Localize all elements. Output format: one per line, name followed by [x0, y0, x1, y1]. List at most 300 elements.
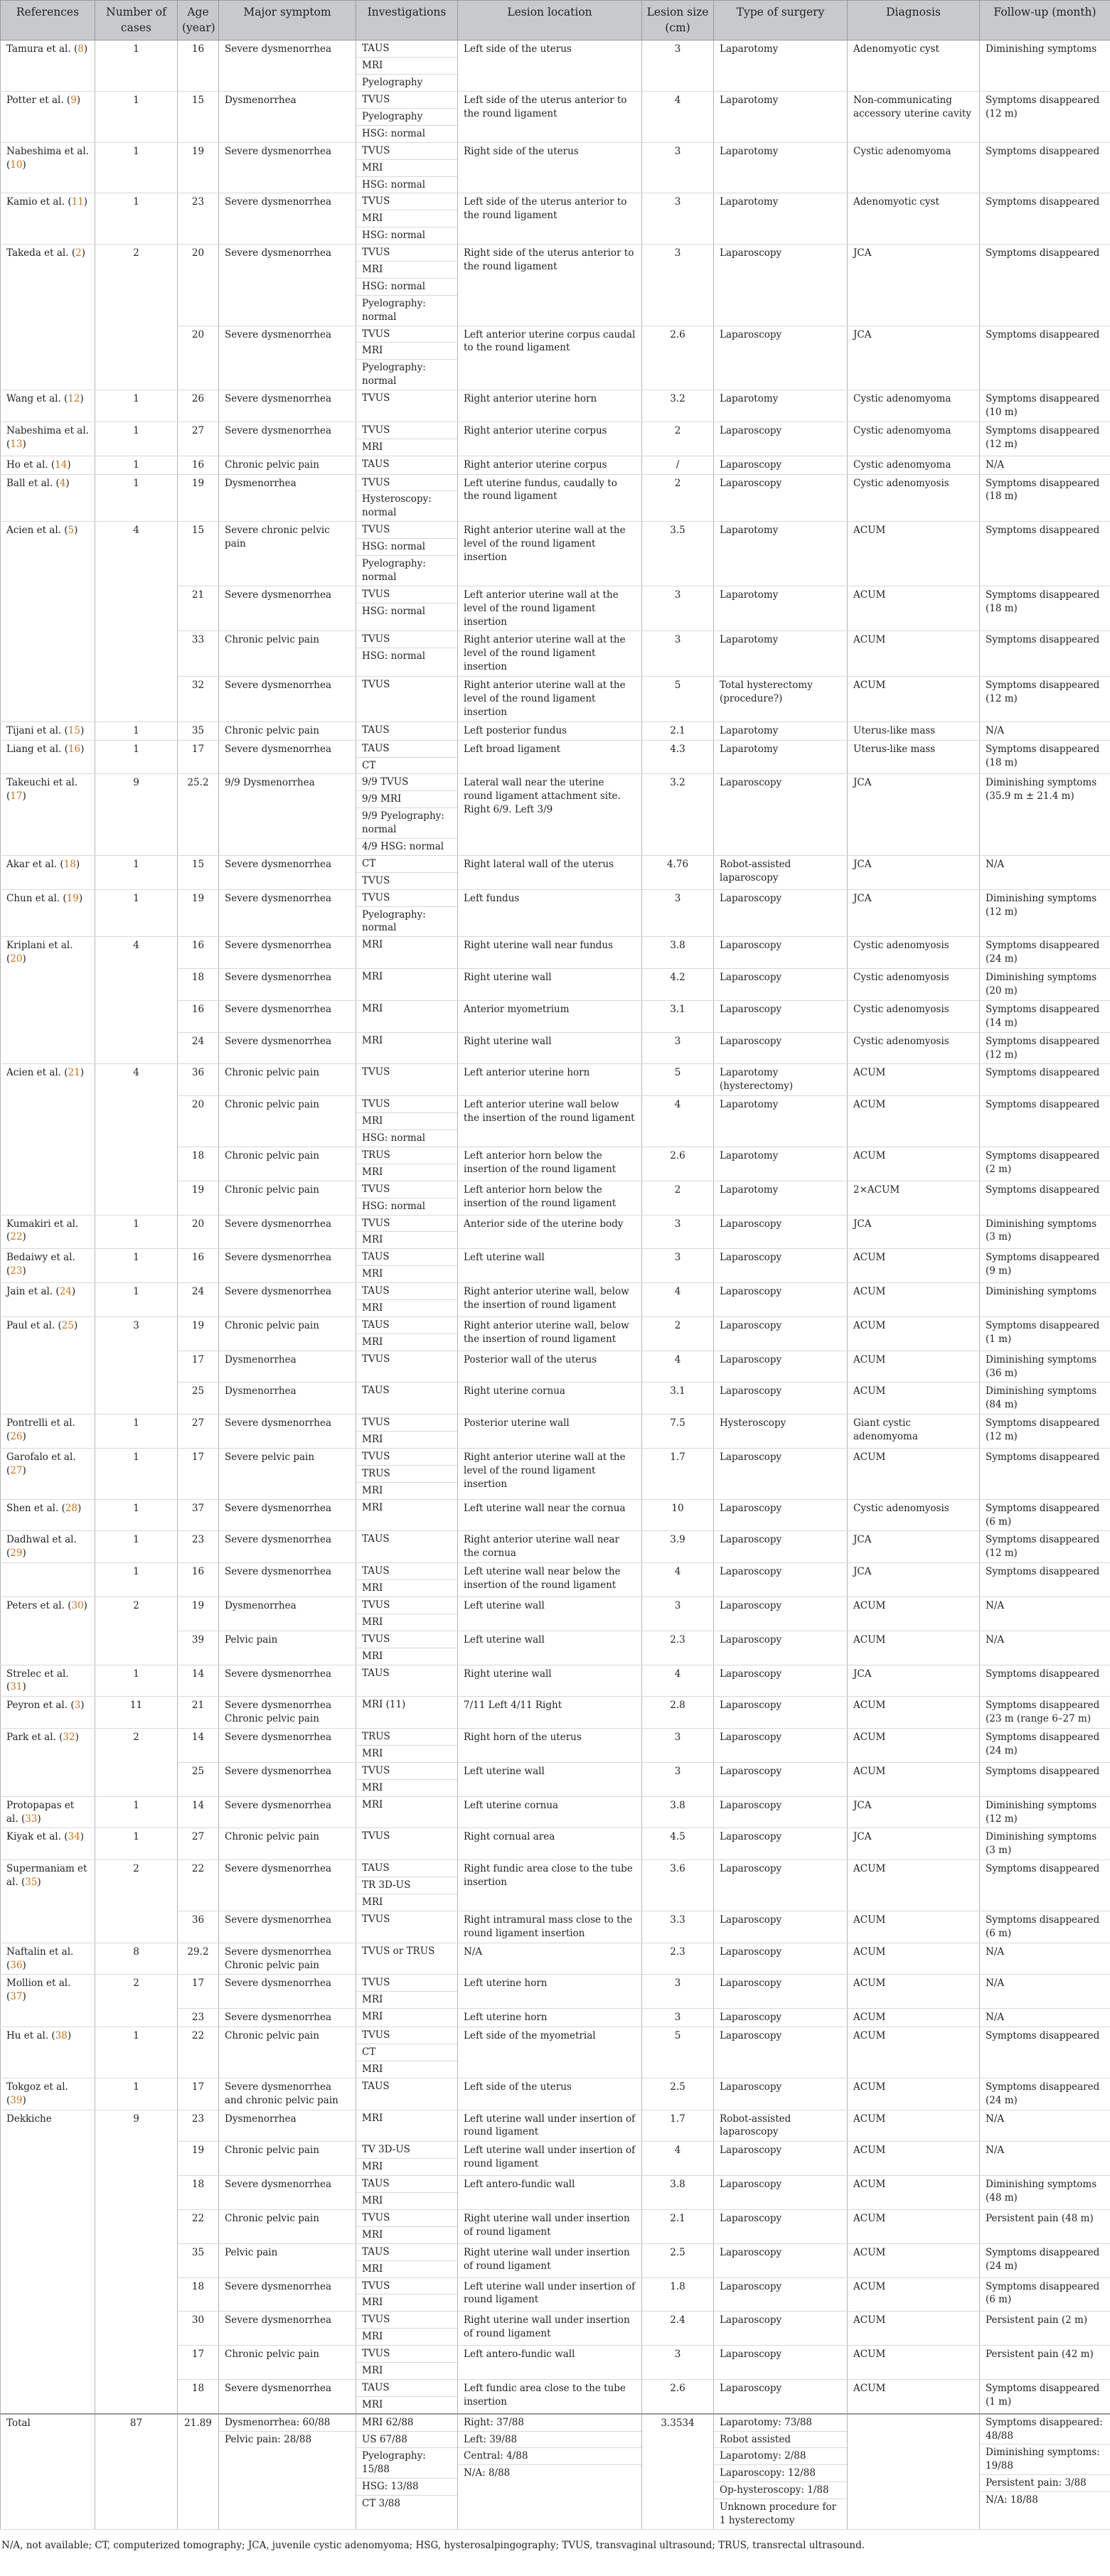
table-row — [1, 92, 1110, 143]
reference-cell: Supermaniam et al. (35) — [1, 1860, 95, 1943]
reference-cell: Shen et al. (28) — [1, 1499, 95, 1531]
lesion-size-cell: 3.9 — [642, 1531, 714, 1563]
diagnosis-cell: ACUM — [848, 2027, 980, 2078]
total-surgery-cell-item: Laparotomy: 2/88 — [714, 2448, 847, 2465]
investigation-item: TAUS — [362, 1667, 390, 1679]
lesion-size-cell: 3 — [642, 586, 714, 631]
reference-cell: Protopapas et al. (33) — [1, 1796, 95, 1828]
major-symptom-cell: Dysmenorrhea — [219, 92, 356, 143]
investigation-item: MRI — [362, 1781, 383, 1793]
follow-up-cell: Symptoms disappeared — [980, 1064, 1110, 1096]
age-cell: 18 — [178, 2176, 219, 2210]
number-of-cases-cell: 9 — [95, 2110, 178, 2414]
lesion-size-cell: 3 — [642, 1729, 714, 1763]
total-location-cell-item: Central: 4/88 — [458, 2448, 641, 2465]
investigation-item: TVUS — [362, 874, 390, 886]
major-symptom-cell: Severe dysmenorrhea — [219, 889, 356, 937]
major-symptom-cell: Chronic pelvic pain — [219, 1147, 356, 1181]
investigation-item: MRI — [356, 210, 457, 227]
diagnosis-cell: ACUM — [848, 1351, 980, 1383]
investigations-cell — [356, 1283, 458, 1317]
diagnosis-cell: Cystic adenomyosis — [848, 1032, 980, 1064]
reference-number: 16 — [68, 743, 81, 755]
age-cell: 35 — [178, 721, 219, 740]
type-of-surgery-cell: Laparoscopy — [714, 1943, 848, 1975]
type-of-surgery-cell: Laparoscopy — [714, 774, 848, 855]
type-of-surgery-cell: Laparoscopy — [714, 1563, 848, 1597]
total-investigations-cell-item: US 67/88 — [356, 2432, 457, 2449]
reference-number: 31 — [10, 1681, 23, 1693]
number-of-cases-cell: 1 — [95, 1563, 178, 1597]
investigations-cell — [356, 1032, 458, 1064]
lesion-size-cell: 3.1 — [642, 1383, 714, 1415]
lesion-location-cell: Left uterine horn — [458, 2009, 642, 2027]
major-symptom-cell: Severe dysmenorrhea — [219, 1283, 356, 1317]
number-of-cases-cell: 11 — [95, 1697, 178, 1729]
diagnosis-cell: ACUM — [848, 1383, 980, 1415]
number-of-cases-cell: 8 — [95, 1943, 178, 1975]
major-symptom-cell: Severe dysmenorrhea — [219, 1729, 356, 1763]
header-diagnosis: Diagnosis — [848, 1, 980, 41]
reference-number: 15 — [68, 724, 80, 736]
reference-name: Acien et al. — [6, 1067, 61, 1079]
follow-up-cell: Diminishing symptoms (20 m) — [980, 969, 1110, 1001]
investigation-item: TVUS — [356, 1597, 457, 1614]
type-of-surgery-cell: Laparoscopy — [714, 1000, 848, 1032]
investigations-cell — [356, 1596, 458, 1631]
age-cell: 16 — [178, 937, 219, 969]
investigation-item: TVUS — [356, 2346, 457, 2363]
age-cell: 14 — [178, 1665, 219, 1697]
investigation-item: TAUS — [362, 724, 390, 736]
investigation-item: MRI — [362, 1650, 383, 1662]
reference-name: Bedaiwy et al. — [6, 1252, 75, 1264]
major-symptom-cell: Severe dysmenorrhea — [219, 142, 356, 193]
reference-cell: Bedaiwy et al. (23) — [1, 1249, 95, 1283]
type-of-surgery-cell: Laparotomy — [714, 142, 848, 193]
total-follow-up-cell — [980, 2414, 1110, 2530]
age-cell: 16 — [178, 41, 219, 92]
reference-name: Mollion et al. — [6, 1977, 71, 1990]
major-symptom-cell: Chronic pelvic pain — [219, 2209, 356, 2243]
reference-number: 24 — [59, 1286, 72, 1298]
reference-name: Akar et al. — [6, 858, 58, 870]
number-of-cases-cell: 4 — [95, 522, 178, 722]
investigation-item: MRI — [356, 58, 457, 75]
major-symptom-cell: Severe dysmenorrhea Chronic pelvic pain — [219, 1943, 356, 1975]
follow-up-cell: Symptoms disappeared (1 m) — [980, 2379, 1110, 2413]
reference-name: Chun et al. — [6, 892, 60, 904]
total-size-cell: 3.3534 — [642, 2414, 714, 2530]
total-follow-up-cell-item: N/A: 18/88 — [986, 2494, 1038, 2506]
number-of-cases-cell: 1 — [95, 1249, 178, 1283]
lesion-location-cell: Left uterine wall — [458, 1249, 642, 1283]
investigation-item: TVUS — [356, 2312, 457, 2329]
diagnosis-cell: ACUM — [848, 1943, 980, 1975]
header-follow-up: Follow-up (month) — [980, 1, 1110, 41]
investigation-item: MRI — [362, 1336, 383, 1348]
lesion-location-cell: Right anterior uterine horn — [458, 390, 642, 422]
diagnosis-cell: ACUM — [848, 1860, 980, 1911]
investigation-item: MRI — [362, 2331, 383, 2343]
follow-up-cell: Diminishing symptoms (36 m) — [980, 1351, 1110, 1383]
age-cell: 33 — [178, 631, 219, 677]
reference-name: Kiyak et al. — [6, 1831, 61, 1843]
total-symptom-cell — [219, 2414, 356, 2530]
reference-cell: Peters et al. (30) — [1, 1596, 95, 1665]
reference-cell: Tamura et al. (8) — [1, 41, 95, 92]
reference-cell: Dadhwal et al. (29) — [1, 1531, 95, 1563]
lesion-location-cell: Left side of the myometrial — [458, 2027, 642, 2078]
lesion-size-cell: 2 — [642, 422, 714, 456]
type-of-surgery-cell: Laparoscopy — [714, 2078, 848, 2110]
reference-number: 9 — [70, 95, 77, 107]
investigations-cell — [356, 1665, 458, 1697]
investigations-cell — [356, 631, 458, 677]
reference-number: 38 — [55, 2030, 68, 2042]
type-of-surgery-cell: Laparoscopy — [714, 1499, 848, 1531]
major-symptom-cell: Chronic pelvic pain — [219, 631, 356, 677]
table-row — [1, 1796, 1110, 1828]
type-of-surgery-cell: Robot-assisted laparoscopy — [714, 2110, 848, 2142]
diagnosis-cell: JCA — [848, 889, 980, 937]
reference-number: 11 — [71, 196, 84, 208]
follow-up-cell: Symptoms disappeared (6 m) — [980, 2277, 1110, 2312]
follow-up-cell: Symptoms disappeared — [980, 2027, 1110, 2078]
number-of-cases-cell: 1 — [95, 390, 178, 422]
investigation-item: TVUS — [362, 392, 390, 404]
investigation-item: MRI (11) — [362, 1699, 406, 1711]
reference-cell: Acien et al. (21) — [1, 1064, 95, 1215]
type-of-surgery-cell: Laparoscopy — [714, 1596, 848, 1631]
type-of-surgery-cell: Laparoscopy — [714, 1249, 848, 1283]
follow-up-cell: N/A — [980, 855, 1110, 889]
header-investigations: Investigations — [356, 1, 458, 41]
type-of-surgery-cell: Laparoscopy — [714, 326, 848, 390]
lesion-location-cell: Right uterine cornua — [458, 1383, 642, 1415]
lesion-location-cell: Right uterine wall under insertion of round ligament — [458, 2209, 642, 2243]
diagnosis-cell: JCA — [848, 1215, 980, 1249]
investigation-item: TAUS — [356, 2176, 457, 2193]
follow-up-cell: Symptoms disappeared (12 m) — [980, 677, 1110, 722]
lesion-location-cell: 7/11 Left 4/11 Right — [458, 1697, 642, 1729]
lesion-location-cell: Posterior uterine wall — [458, 1415, 642, 1449]
follow-up-cell: Persistent pain (2 m) — [980, 2312, 1110, 2346]
investigation-item: MRI — [362, 1166, 383, 1178]
diagnosis-cell: ACUM — [848, 2277, 980, 2312]
total-follow-up-cell-item: Symptoms disappeared: 48/88 — [980, 2415, 1110, 2445]
diagnosis-cell: ACUM — [848, 1283, 980, 1317]
lesion-size-cell: 3 — [642, 2346, 714, 2380]
follow-up-cell: N/A — [980, 1596, 1110, 1631]
reference-cell: Tokgoz et al. (39) — [1, 2078, 95, 2110]
diagnosis-cell: ACUM — [848, 1631, 980, 1665]
investigation-item: MRI — [362, 1234, 383, 1246]
investigation-item: TVUS — [356, 522, 457, 539]
diagnosis-cell: ACUM — [848, 2243, 980, 2277]
type-of-surgery-cell: Laparotomy — [714, 1096, 848, 1147]
reference-name: Kamio et al. — [6, 196, 65, 208]
age-cell: 22 — [178, 1860, 219, 1911]
major-symptom-cell: Severe dysmenorrhea — [219, 586, 356, 631]
investigation-item: TAUS — [356, 1283, 457, 1300]
investigation-item: Hysteroscopy: normal — [362, 493, 432, 519]
reference-number: 2 — [75, 247, 82, 259]
major-symptom-cell: Chronic pelvic pain — [219, 1064, 356, 1096]
lesion-location-cell: Right uterine wall under insertion of round ligament — [458, 2312, 642, 2346]
lesion-location-cell: Left uterine wall under insertion of round ligament — [458, 2277, 642, 2312]
lesion-location-cell: Right anterior uterine wall at the level of the round ligament insertion — [458, 522, 642, 586]
investigation-item: 9/9 MRI — [356, 791, 457, 808]
major-symptom-cell: Severe dysmenorrhea — [219, 1762, 356, 1796]
major-symptom-cell: Chronic pelvic pain — [219, 2142, 356, 2176]
total-cases-cell: 87 — [95, 2414, 178, 2530]
investigation-item: Pyelography — [356, 109, 457, 126]
lesion-location-cell: Left side of the uterus — [458, 41, 642, 92]
age-cell: 17 — [178, 740, 219, 774]
investigations-cell — [356, 1943, 458, 1975]
number-of-cases-cell: 1 — [95, 92, 178, 143]
follow-up-cell: Symptoms disappeared (18 m) — [980, 586, 1110, 631]
age-cell: 17 — [178, 1975, 219, 2009]
follow-up-cell: Symptoms disappeared (12 m) — [980, 92, 1110, 143]
lesion-size-cell: 3.8 — [642, 1796, 714, 1828]
table-row — [1, 456, 1110, 474]
total-symptom-cell-item: Dysmenorrhea: 60/88 — [219, 2415, 356, 2432]
diagnosis-cell: Non-communicating accessory uterine cavity — [848, 92, 980, 143]
number-of-cases-cell: 1 — [95, 1531, 178, 1563]
investigation-item: MRI — [362, 2297, 383, 2309]
type-of-surgery-cell: Laparoscopy — [714, 2243, 848, 2277]
follow-up-cell: Diminishing symptoms — [980, 41, 1110, 92]
table-row — [1, 422, 1110, 456]
investigations-cell — [356, 889, 458, 937]
investigation-item: TVUS — [356, 1449, 457, 1466]
investigation-item: 4/9 HSG: normal — [362, 841, 444, 853]
lesion-size-cell: 5 — [642, 1064, 714, 1096]
total-label-cell: Total — [1, 2414, 95, 2530]
investigation-item: TVUS — [356, 1631, 457, 1648]
age-cell: 27 — [178, 422, 219, 456]
major-symptom-cell: Severe dysmenorrhea — [219, 1975, 356, 2009]
type-of-surgery-cell: Laparoscopy — [714, 1729, 848, 1763]
investigation-item: TAUS — [362, 2080, 390, 2092]
diagnosis-cell: ACUM — [848, 522, 980, 586]
age-cell: 32 — [178, 677, 219, 722]
major-symptom-cell: 9/9 Dysmenorrhea — [219, 774, 356, 855]
lesion-size-cell: 3 — [642, 245, 714, 326]
lesion-location-cell: Right uterine wall under insertion of round ligament — [458, 2243, 642, 2277]
follow-up-cell: Symptoms disappeared — [980, 1762, 1110, 1796]
age-cell: 37 — [178, 1499, 219, 1531]
reference-cell: Tijani et al. (15) — [1, 721, 95, 740]
type-of-surgery-cell: Laparoscopy — [714, 1796, 848, 1828]
number-of-cases-cell: 2 — [95, 1729, 178, 1797]
follow-up-cell: Symptoms disappeared (2 m) — [980, 1147, 1110, 1181]
age-cell: 21 — [178, 586, 219, 631]
lesion-size-cell: 3 — [642, 2009, 714, 2027]
diagnosis-cell: JCA — [848, 1796, 980, 1828]
reference-cell: Paul et al. (25) — [1, 1316, 95, 1414]
lesion-size-cell: 3 — [642, 1975, 714, 2009]
lesion-location-cell: Right side of the uterus — [458, 142, 642, 193]
number-of-cases-cell: 1 — [95, 889, 178, 937]
investigations-cell — [356, 193, 458, 245]
investigation-item: MRI — [362, 1434, 383, 1446]
reference-cell: Park et al. (32) — [1, 1729, 95, 1797]
reference-number: 28 — [65, 1502, 78, 1514]
lesion-location-cell: Left antero-fundic wall — [458, 2346, 642, 2380]
investigation-item: HSG: normal — [362, 650, 426, 662]
age-cell: 25 — [178, 1383, 219, 1415]
major-symptom-cell: Severe dysmenorrhea — [219, 937, 356, 969]
follow-up-cell: N/A — [980, 1631, 1110, 1665]
reference-number: 19 — [66, 892, 79, 904]
investigations-cell — [356, 422, 458, 456]
follow-up-cell: Diminishing symptoms — [980, 1283, 1110, 1317]
type-of-surgery-cell: Laparoscopy — [714, 969, 848, 1001]
diagnosis-cell: Uterus-like mass — [848, 721, 980, 740]
major-symptom-cell: Severe dysmenorrhea — [219, 1499, 356, 1531]
age-cell: 21 — [178, 1697, 219, 1729]
reference-number: 21 — [68, 1067, 80, 1079]
follow-up-cell: Symptoms disappeared — [980, 522, 1110, 586]
total-surgery-cell-item: Op-hysteroscopy: 1/88 — [714, 2482, 847, 2499]
investigation-item: TVUS — [356, 2278, 457, 2295]
follow-up-cell: Symptoms disappeared (24 m) — [980, 937, 1110, 969]
investigations-cell — [356, 474, 458, 522]
table-row — [1, 855, 1110, 889]
number-of-cases-cell: 1 — [95, 142, 178, 193]
major-symptom-cell: Severe dysmenorrhea — [219, 969, 356, 1001]
table-row — [1, 1697, 1110, 1729]
age-cell: 20 — [178, 245, 219, 326]
investigations-cell — [356, 2312, 458, 2346]
age-cell: 19 — [178, 1181, 219, 1215]
diagnosis-cell: JCA — [848, 326, 980, 390]
major-symptom-cell: Dysmenorrhea — [219, 474, 356, 522]
investigation-item: Pyelography: normal — [362, 908, 426, 934]
lesion-location-cell: Left broad ligament — [458, 740, 642, 774]
investigation-item: TVUS — [356, 2027, 457, 2044]
follow-up-cell: N/A — [980, 2009, 1110, 2027]
type-of-surgery-cell: Laparoscopy — [714, 1316, 848, 1351]
diagnosis-cell: Cystic adenomyoma — [848, 142, 980, 193]
lesion-size-cell: 1.8 — [642, 2277, 714, 2312]
diagnosis-cell: ACUM — [848, 2346, 980, 2380]
investigations-cell — [356, 1860, 458, 1911]
reference-name: Dekkiche — [6, 2113, 52, 2125]
investigation-item: TVUS — [362, 1353, 390, 1365]
lesion-location-cell: Right uterine wall — [458, 969, 642, 1001]
lesion-size-cell: 2.6 — [642, 1147, 714, 1181]
reference-name: Tamura et al. — [6, 43, 71, 55]
diagnosis-cell: JCA — [848, 855, 980, 889]
lesion-size-cell: 3 — [642, 1215, 714, 1249]
follow-up-cell: Persistent pain (42 m) — [980, 2346, 1110, 2380]
number-of-cases-cell: 1 — [95, 1665, 178, 1697]
investigation-item: TRUS — [356, 1729, 457, 1746]
diagnosis-cell: JCA — [848, 245, 980, 326]
investigations-cell — [356, 1697, 458, 1729]
table-row — [1, 41, 1110, 92]
lesion-location-cell: Left uterine wall — [458, 1631, 642, 1665]
investigation-item: TVUS — [362, 1066, 390, 1078]
age-cell: 24 — [178, 1283, 219, 1317]
type-of-surgery-cell: Laparoscopy — [714, 1531, 848, 1563]
reference-cell: Nabeshima et al. (13) — [1, 422, 95, 456]
lesion-location-cell: Left uterine wall — [458, 1596, 642, 1631]
reference-name: Hu et al. — [6, 2030, 49, 2042]
table-total-row — [1, 2414, 1110, 2530]
total-surgery-cell-item: Laparotomy: 73/88 — [714, 2415, 847, 2432]
investigation-item: TAUS — [362, 458, 390, 470]
total-location-cell-item: Right: 37/88 — [458, 2415, 641, 2432]
lesion-location-cell: Right fundic area close to the tube insertion — [458, 1860, 642, 1911]
reference-number: 34 — [68, 1831, 80, 1843]
lesion-location-cell: Left anterior uterine corpus caudal to the round ligament — [458, 326, 642, 390]
follow-up-cell: Symptoms disappeared — [980, 631, 1110, 677]
investigation-item: Pyelography: normal — [362, 362, 426, 387]
lesion-location-cell: Right anterior uterine corpus — [458, 422, 642, 456]
investigation-item: HSG: normal — [362, 605, 426, 617]
age-cell: 23 — [178, 2110, 219, 2142]
reference-name: Park et al. — [6, 1732, 56, 1744]
follow-up-cell: Symptoms disappeared (12 m) — [980, 1531, 1110, 1563]
investigation-item: Pyelography — [362, 77, 423, 89]
lesion-size-cell: 4.5 — [642, 1828, 714, 1860]
diagnosis-cell: ACUM — [848, 1729, 980, 1763]
lesion-location-cell: Right anterior uterine wall near the cornua — [458, 1531, 642, 1563]
age-cell: 18 — [178, 1147, 219, 1181]
reference-name: Peters et al. — [6, 1599, 65, 1611]
investigation-item: TVUS — [356, 92, 457, 109]
follow-up-cell: Symptoms disappeared (12 m) — [980, 422, 1110, 456]
age-cell: 17 — [178, 2078, 219, 2110]
follow-up-cell: Symptoms disappeared (18 m) — [980, 740, 1110, 774]
investigations-cell — [356, 677, 458, 722]
reference-number: 32 — [63, 1732, 75, 1744]
total-investigations-cell-item: Pyelography: 15/88 — [356, 2448, 457, 2479]
investigation-item: TVUS — [356, 1181, 457, 1198]
age-cell: 27 — [178, 1415, 219, 1449]
reference-number: 33 — [25, 1813, 38, 1825]
reference-cell: Chun et al. (19) — [1, 889, 95, 937]
investigations-cell — [356, 2209, 458, 2243]
number-of-cases-cell: 1 — [95, 1415, 178, 1449]
diagnosis-cell: ACUM — [848, 1697, 980, 1729]
major-symptom-cell: Dysmenorrhea — [219, 1383, 356, 1415]
lesion-location-cell: Right intramural mass close to the round ligament insertion — [458, 1911, 642, 1943]
lesion-size-cell: 4 — [642, 2142, 714, 2176]
lesion-location-cell: Right uterine wall — [458, 1032, 642, 1064]
lesion-size-cell: 3.6 — [642, 1860, 714, 1911]
investigations-cell — [356, 1181, 458, 1215]
reference-cell: Ho et al. (14) — [1, 456, 95, 474]
lesion-location-cell: Right anterior uterine corpus — [458, 456, 642, 474]
total-surgery-cell — [714, 2414, 848, 2530]
investigation-item: MRI — [356, 160, 457, 177]
lesion-size-cell: 2 — [642, 1181, 714, 1215]
major-symptom-cell: Severe dysmenorrhea — [219, 2379, 356, 2413]
age-cell: 36 — [178, 1911, 219, 1943]
investigation-item: TRUS — [356, 1466, 457, 1483]
diagnosis-cell: JCA — [848, 1531, 980, 1563]
age-cell: 27 — [178, 1828, 219, 1860]
age-cell: 23 — [178, 2009, 219, 2027]
reference-cell: Pontrelli et al. (26) — [1, 1415, 95, 1449]
investigation-item: MRI — [362, 939, 383, 951]
